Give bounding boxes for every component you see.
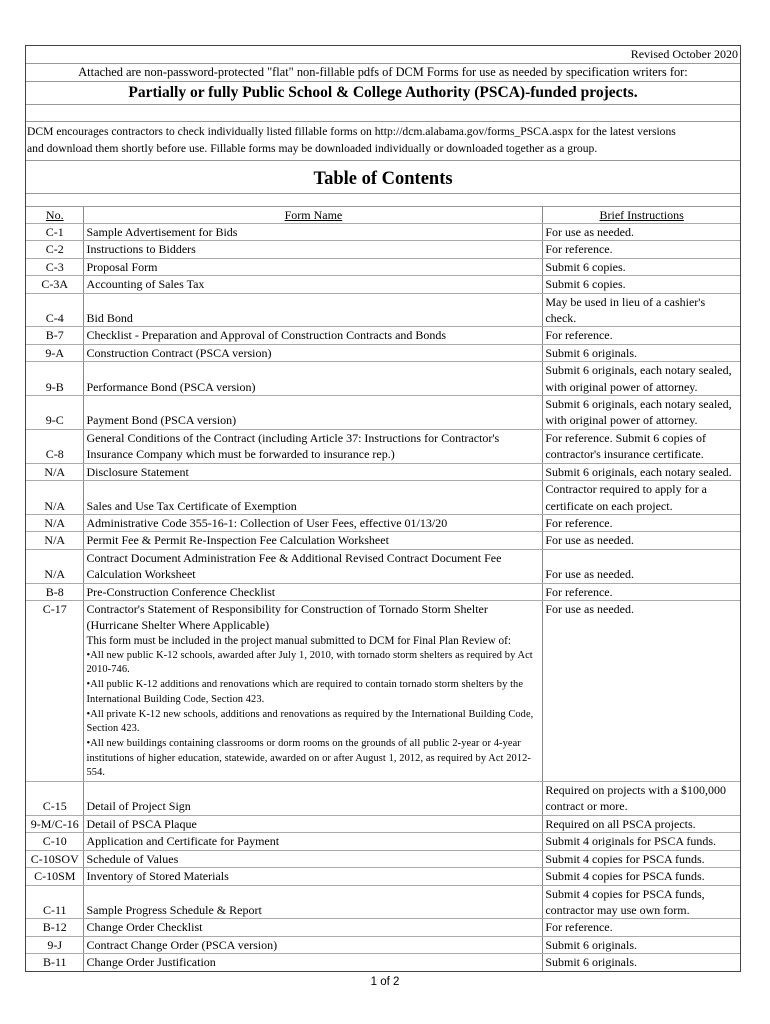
form-instructions: For use as needed. — [543, 549, 740, 583]
form-number: B-11 — [26, 954, 84, 971]
form-number: 9-B — [26, 362, 84, 396]
form-instructions: Submit 4 originals for PSCA funds. — [543, 833, 740, 850]
page-number: 1 of 2 — [370, 976, 400, 988]
form-name: Bid Bond — [84, 293, 543, 327]
table-row — [26, 276, 740, 293]
form-instructions: Submit 6 originals. — [543, 344, 740, 361]
form-instructions: For reference. Submit 6 copies of contractor's insurance certificate. — [543, 429, 740, 463]
form-index-sheet — [25, 45, 741, 972]
form-number: C-11 — [26, 885, 84, 919]
form-number: C-15 — [26, 782, 84, 816]
table-row — [26, 833, 740, 850]
table-row — [26, 481, 740, 515]
form-name: Permit Fee & Permit Re-Inspection Fee Calculation Worksheet — [84, 532, 543, 549]
form-name: Checklist - Preparation and Approval of Construction Contracts and Bonds — [84, 327, 543, 344]
table-row — [26, 583, 740, 600]
form-name: Pre-Construction Conference Checklist — [84, 583, 543, 600]
form-instructions: For reference. — [543, 583, 740, 600]
form-instructions: Submit 6 originals, each notary sealed, with original power of attorney. — [543, 396, 740, 430]
form-number: 9-A — [26, 344, 84, 361]
form-number: N/A — [26, 549, 84, 583]
form-number: 9-J — [26, 936, 84, 953]
form-instructions: Contractor required to apply for a certificate on each project. — [543, 481, 740, 515]
table-row — [26, 241, 740, 258]
form-number: C-3A — [26, 276, 84, 293]
form-instructions: Submit 6 originals. — [543, 954, 740, 971]
form-name: Schedule of Values — [84, 850, 543, 867]
table-row — [26, 327, 740, 344]
col-header-instructions: Brief Instructions — [543, 207, 740, 224]
form-instructions: Submit 4 copies for PSCA funds. — [543, 850, 740, 867]
form-instructions: Submit 4 copies for PSCA funds, contractor may use own form. — [543, 885, 740, 919]
form-name: Detail of PSCA Plaque — [84, 815, 543, 832]
form-name: Disclosure Statement — [84, 463, 543, 480]
form-name: Contract Change Order (PSCA version) — [84, 936, 543, 953]
table-row — [26, 954, 740, 971]
table-row — [26, 344, 740, 361]
form-name: Payment Bond (PSCA version) — [84, 396, 543, 430]
dcm-notice-line-2: and download them shortly before use. Fillable forms may be downloaded individually or downloaded together as a group. — [27, 142, 598, 155]
form-number: N/A — [26, 532, 84, 549]
form-name: Sales and Use Tax Certificate of Exemption — [84, 481, 543, 515]
blank-row — [26, 105, 740, 122]
form-number: N/A — [26, 481, 84, 515]
form-name: Accounting of Sales Tax — [84, 276, 543, 293]
form-name: Contractor's Statement of Responsibility for Construction of Tornado Storm Shelter (Hurricane Shelter Where Applicable) — [86, 601, 488, 633]
form-instructions: Submit 4 copies for PSCA funds. — [543, 868, 740, 885]
c17-note-bullet: •All private K-12 new schools, additions and renovations as required by the International Building Code, Section 423. — [86, 708, 534, 735]
form-name: Administrative Code 355-16-1: Collection of User Fees, effective 01/13/20 — [84, 514, 543, 531]
form-number: 9-C — [26, 396, 84, 430]
form-instructions: Required on all PSCA projects. — [543, 815, 740, 832]
document-title: Partially or fully Public School & College Authority (PSCA)-funded projects. — [26, 82, 740, 105]
col-header-no: No. — [26, 207, 84, 224]
c17-cell — [84, 600, 543, 781]
form-number: 9-M/C-16 — [26, 815, 84, 832]
form-name: Proposal Form — [84, 258, 543, 275]
form-name: Instructions to Bidders — [84, 241, 543, 258]
form-instructions: Submit 6 originals, each notary sealed, with original power of attorney. — [543, 362, 740, 396]
form-instructions: Submit 6 copies. — [543, 258, 740, 275]
form-instructions: For use as needed. — [543, 600, 740, 781]
form-instructions: For reference. — [543, 919, 740, 936]
table-row — [26, 258, 740, 275]
table-row — [26, 293, 740, 327]
table-row — [26, 782, 740, 816]
form-name: Construction Contract (PSCA version) — [84, 344, 543, 361]
form-name: Change Order Checklist — [84, 919, 543, 936]
form-name: General Conditions of the Contract (including Article 37: Instructions for Contractor's Insurance Company which must be forwarded to insurance rep.) — [84, 429, 543, 463]
c17-note-bullet: •All new public K-12 schools, awarded after July 1, 2010, with tornado storm shelters as required by Act 2010-746. — [86, 649, 533, 676]
table-row — [26, 224, 740, 241]
form-instructions: For reference. — [543, 241, 740, 258]
table-row — [26, 919, 740, 936]
form-name: Inventory of Stored Materials — [84, 868, 543, 885]
c17-note-bullet: •All new buildings containing classrooms or dorm rooms on the grounds of all public 2-year or 4-year institutions of higher education, statewide, awarded on or after August 1, 2012, as required by Act 2012-554. — [86, 737, 531, 779]
form-number: C-8 — [26, 429, 84, 463]
form-number: C-10 — [26, 833, 84, 850]
form-number: B-8 — [26, 583, 84, 600]
c17-note-bullet: •All public K-12 additions and renovations which are required to contain tornado storm shelters by the International Building Code, Section 423. — [86, 679, 524, 705]
attached-statement: Attached are non-password-protected "flat" non-fillable pdfs of DCM Forms for use as needed by specification writers for: — [26, 64, 740, 82]
form-number: C-17 — [26, 600, 84, 781]
form-number: C-4 — [26, 293, 84, 327]
form-instructions: Submit 6 originals. — [543, 936, 740, 953]
form-name: Application and Certificate for Payment — [84, 833, 543, 850]
table-row — [26, 396, 740, 430]
blank-row — [26, 194, 740, 207]
dcm-notice-line-1: DCM encourages contractors to check individually listed fillable forms on http://dcm.alabama.gov/forms_PSCA.aspx for the latest versions — [27, 125, 676, 138]
form-name: Sample Advertisement for Bids — [84, 224, 543, 241]
form-number: C-10SOV — [26, 850, 84, 867]
table-row — [26, 936, 740, 953]
table-row — [26, 600, 740, 781]
toc-header-row — [26, 207, 740, 224]
revised-date: Revised October 2020 — [26, 46, 740, 64]
form-instructions: For use as needed. — [543, 532, 740, 549]
table-row — [26, 532, 740, 549]
form-number: C-2 — [26, 241, 84, 258]
form-instructions: For use as needed. — [543, 224, 740, 241]
form-number: N/A — [26, 514, 84, 531]
toc-title: Table of Contents — [26, 161, 740, 194]
table-row — [26, 463, 740, 480]
table-row — [26, 514, 740, 531]
form-instructions: May be used in lieu of a cashier's check. — [543, 293, 740, 327]
form-number: B-7 — [26, 327, 84, 344]
table-row — [26, 815, 740, 832]
table-row — [26, 868, 740, 885]
form-number: B-12 — [26, 919, 84, 936]
form-number: C-10SM — [26, 868, 84, 885]
form-instructions: For reference. — [543, 514, 740, 531]
table-row — [26, 549, 740, 583]
form-instructions: For reference. — [543, 327, 740, 344]
form-number: N/A — [26, 463, 84, 480]
form-name: Sample Progress Schedule & Report — [84, 885, 543, 919]
form-name: Detail of Project Sign — [84, 782, 543, 816]
form-name: Contract Document Administration Fee & Additional Revised Contract Document Fee Calculation Worksheet — [84, 549, 543, 583]
toc-table — [26, 207, 740, 972]
form-instructions: Submit 6 originals, each notary sealed. — [543, 463, 740, 480]
col-header-form-name: Form Name — [84, 207, 543, 224]
c17-note-heading: This form must be included in the project manual submitted to DCM for Final Plan Review of: — [86, 634, 511, 647]
dcm-notice — [26, 122, 740, 161]
form-name: Performance Bond (PSCA version) — [84, 362, 543, 396]
table-row — [26, 850, 740, 867]
form-name: Change Order Justification — [84, 954, 543, 971]
form-number: C-3 — [26, 258, 84, 275]
form-instructions: Submit 6 copies. — [543, 276, 740, 293]
table-row — [26, 885, 740, 919]
form-instructions: Required on projects with a $100,000 contract or more. — [543, 782, 740, 816]
table-row — [26, 429, 740, 463]
table-row — [26, 362, 740, 396]
form-number: C-1 — [26, 224, 84, 241]
